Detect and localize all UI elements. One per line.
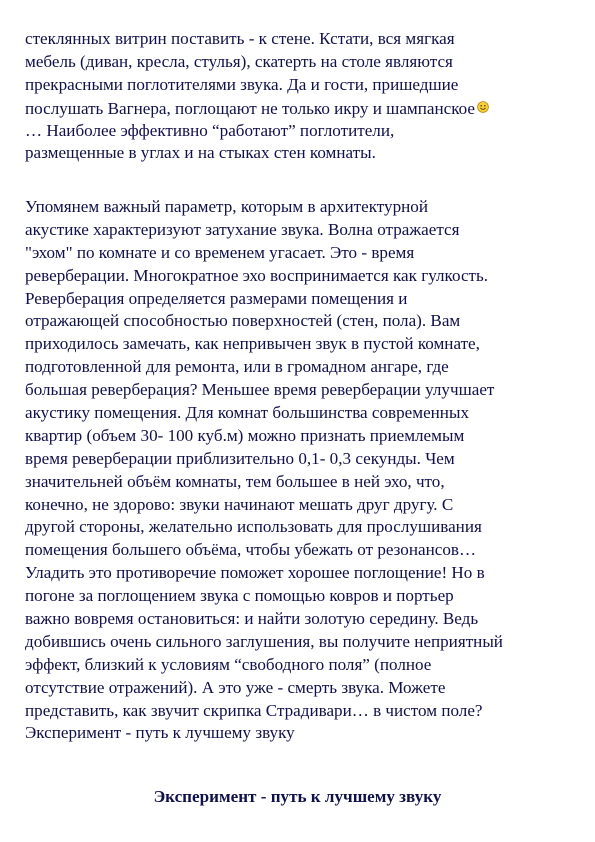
text-line: большая реверберация? Меньшее время реверберации улучшает bbox=[25, 380, 495, 400]
text-line: эффект, близкий к условиям “свободного поля” (полное bbox=[25, 654, 432, 674]
text-line: стеклянных витрин поставить - к стене. Кстати, вся мягкая bbox=[25, 29, 455, 48]
text-line: отражающей способностью поверхностей (стен, пола). Вам bbox=[25, 311, 461, 331]
text-line: прекрасными поглотителями звука. Да и гости, пришедшие bbox=[25, 74, 459, 94]
text-line: отсутствие отражений). А это уже - смерть звука. Можете bbox=[25, 677, 446, 697]
text-line: представить, как звучит скрипка Страдивари… в чистом поле? bbox=[25, 700, 483, 720]
text-line: "эхом" по комнате и со временем угасает. Это - время bbox=[25, 242, 415, 262]
section-heading: Эксперимент - путь к лучшему звуку bbox=[153, 787, 442, 806]
paragraph-sound-absorbers bbox=[25, 28, 585, 165]
text-line: приходилось замечать, как непривычен звук в пустой комнате, bbox=[25, 334, 480, 354]
text-line: подготовленной для ремонта, или в громадном ангаре, где bbox=[25, 357, 449, 377]
text-line: погоне за поглощением звука с помощью ковров и портьер bbox=[25, 586, 454, 606]
text-line: Реверберация определяется размерами помещения и bbox=[25, 288, 408, 308]
text-line: помещения большего объёма, чтобы убежать от резонансов… bbox=[25, 540, 477, 560]
text-line: другой стороны, желательно использовать для прослушивания bbox=[25, 517, 482, 537]
text-line: значительней объём комнаты, тем большее в ней эхо, что, bbox=[25, 471, 445, 491]
text-line: добившись очень сильного заглушения, вы получите неприятный bbox=[25, 631, 503, 651]
text-line: реверберации. Многократное эхо воспринимается как гулкость. bbox=[25, 265, 489, 285]
paragraph-reverberation bbox=[25, 196, 585, 745]
text-line: мебель (диван, кресла, стулья), скатерть на столе являются bbox=[25, 51, 453, 71]
text-line: квартир (объем 30- 100 куб.м) можно признать приемлемым bbox=[25, 425, 465, 445]
text-line: Упомянем важный параметр, которым в архитектурной bbox=[25, 197, 428, 216]
text-line: акустику помещения. Для комнат большинства современных bbox=[25, 403, 469, 423]
text-line: размещенные в углах и на стыках стен комнаты. bbox=[25, 143, 376, 163]
text-line: Уладить это противоречие поможет хорошее поглощение! Но в bbox=[25, 563, 485, 583]
text-line: время реверберации приблизительно 0,1- 0,3 секунды. Чем bbox=[25, 448, 455, 468]
text-line-with-smiley bbox=[25, 97, 585, 120]
text-line: … Наиболее эффективно “работают” поглотители, bbox=[25, 120, 395, 140]
text-line: акустике характеризуют затухание звука. Волна отражается bbox=[25, 219, 460, 239]
text-line: важно вовремя остановиться: и найти золотую середину. Ведь bbox=[25, 609, 479, 629]
smiley-face-icon bbox=[477, 97, 489, 109]
text-line: конечно, не здорово: звуки начинают мешать друг другу. С bbox=[25, 494, 454, 514]
text-line: Эксперимент - путь к лучшему звуку bbox=[25, 723, 295, 743]
text-line-content: послушать Вагнера, поглощают не только икру и шампанское bbox=[25, 98, 475, 118]
